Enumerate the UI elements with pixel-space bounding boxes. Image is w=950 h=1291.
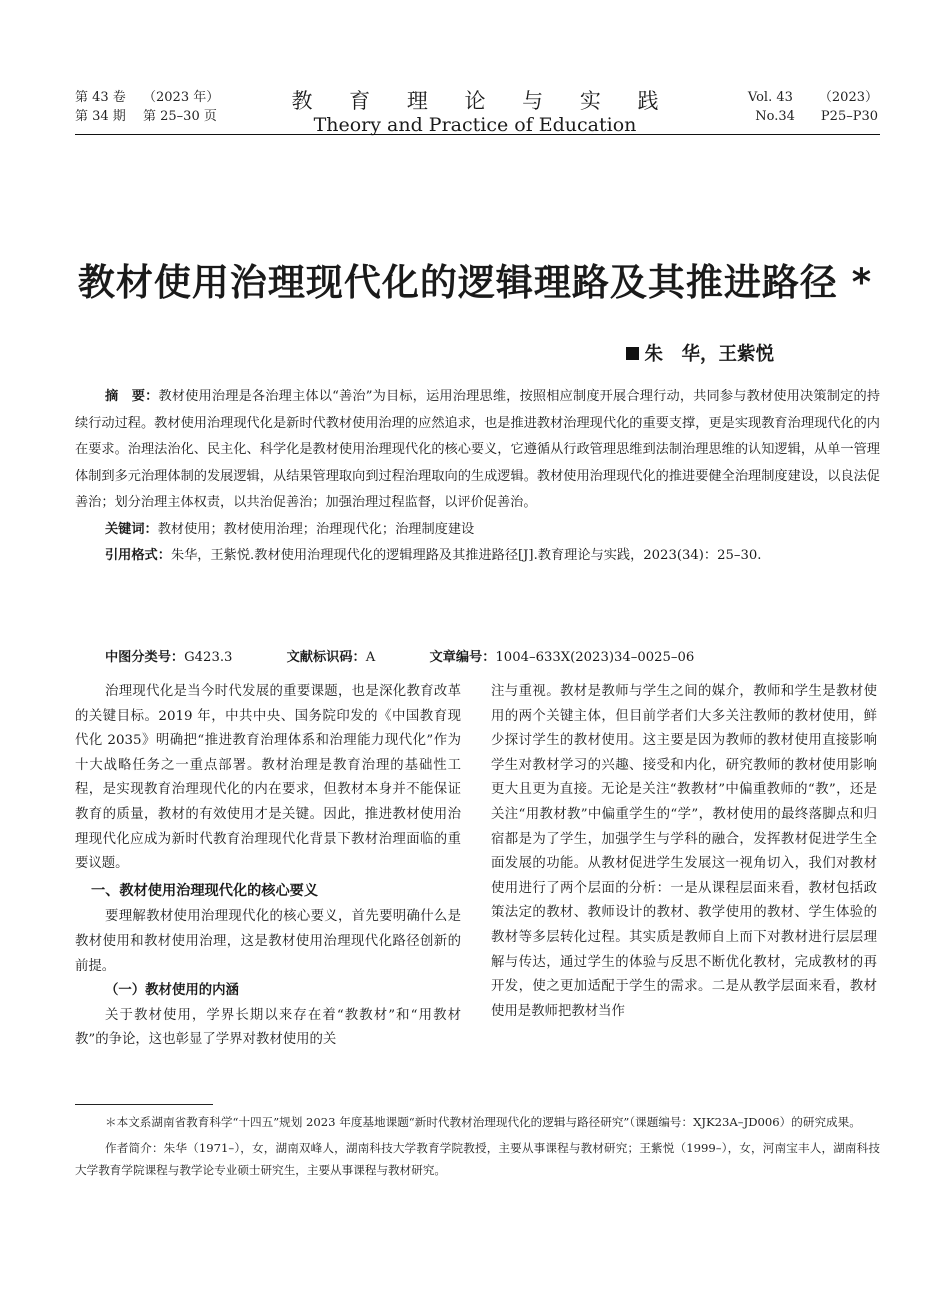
- section-heading: 一、教材使用治理现代化的核心要义: [91, 882, 319, 899]
- citation: [75, 543, 880, 570]
- keywords-label: 关键词：: [105, 521, 158, 537]
- journal-name-en: Theory and Practice of Education: [313, 114, 637, 136]
- abstract-label: 摘 要：: [105, 389, 159, 404]
- pages: 第 25–30 页: [143, 109, 217, 124]
- citation-text: 朱华，王紫悦.教材使用治理现代化的逻辑理路及其推进路径[J].教育理论与实践，2023(34)：25–30.: [170, 548, 762, 563]
- author-bio: 作者简介：朱华（1971–），女，湖南双峰人，湖南科技大学教育学院教授，主要从事课程与教材研究；王紫悦（1999–），女，河南宝丰人，湖南科技大学教育学院课程与教学论专业硕士研究生，主要从事课程与教材研究。: [75, 1141, 880, 1177]
- keywords: [75, 517, 880, 544]
- footnote-divider: [75, 1104, 213, 1105]
- keywords-text: 教材使用；教材使用治理；治理现代化；治理制度建设: [157, 521, 475, 537]
- abstract: [75, 384, 880, 517]
- body-paragraph: 要理解教材使用治理现代化的核心要义，首先要明确什么是教材使用和教材使用治理，这是教材使用治理现代化路径创新的前提。: [75, 909, 461, 974]
- document-code: 文献标识码：A: [286, 650, 376, 665]
- article-number: 文章编号：1004–633X(2023)34–0025–06: [429, 650, 695, 665]
- authors: 朱 华，王紫悦: [644, 344, 774, 365]
- clc-code: 中图分类号：G423.3: [105, 650, 233, 665]
- subsection-heading: （一）教材使用的内涵: [105, 983, 239, 999]
- year-en: （2023）: [818, 90, 878, 105]
- issue-line-en: [748, 107, 878, 126]
- pages-en: P25–P30: [820, 109, 878, 124]
- issue: 第 34 期: [75, 109, 126, 124]
- footnotes: [75, 1111, 880, 1185]
- funding-note: ＊本文系湖南省教育科学“十四五”规划 2023 年度基地课题“新时代教材治理现代化的逻辑与路径研究”（课题编号：XJK23A–JD006）的研究成果。: [105, 1115, 861, 1129]
- article-title: 教材使用治理现代化的逻辑理路及其推进路径 *: [77, 261, 873, 304]
- header-divider: [75, 134, 880, 135]
- volume: 第 43 卷: [75, 90, 126, 105]
- body-paragraph: 关于教材使用，学界长期以来存在着“教教材”和“用教材教”的争论，这也彰显了学界对教材使用的关: [75, 1007, 461, 1048]
- volume-en: Vol. 43: [747, 90, 793, 105]
- citation-label: 引用格式：: [105, 548, 171, 563]
- classification-line: [105, 646, 694, 665]
- year: （2023 年）: [143, 90, 220, 105]
- square-bullet-icon: [626, 347, 639, 360]
- issue-en: No.34: [755, 109, 795, 124]
- journal-name-cn: 教 育 理 论 与 实 践: [291, 89, 674, 113]
- body-paragraph: 治理现代化是当今时代发展的重要课题，也是深化教育改革的关键目标。2019 年，中共中央、国务院印发的《中国教育现代化 2035》明确把“推进教育治理体系和治理能力现代化”作为十大战略任务之一重点部署。教材治理是教育治理的基础性工程，是实现教育治理现代化的内在要求，但教材本身并不能保证教育的质量，教材的有效使用才是关键。因此，推进教材使用治理现代化应成为新时代教育治理现代化背景下教材治理面临的重要议题。: [75, 684, 461, 872]
- body-paragraph: 注与重视。教材是教师与学生之间的媒介，教师和学生是教材使用的两个关键主体，但目前学者们大多关注教师的教材使用，鲜少探讨学生的教材使用。这主要是因为教师的教材使用直接影响学生对教材学习的兴趣、接受和内化，研究教师的教材使用影响更大且更为直接。无论是关注“教教材”中偏重教师的“教”，还是关注“用教材教”中偏重学生的“学”，教材使用的最终落脚点和归宿都是为了学生，加强学生与学科的融合，发挥教材促进学生全面发展的功能。从教材促进学生发展这一视角切入，我们对教材使用进行了两个层面的分析：一是从课程层面来看，教材包括政策法定的教材、教师设计的教材、教学使用的教材、学生体验的教材等多层转化过程。其实质是教师自上而下对教材进行层层理解与传达，通过学生的体验与反思不断优化教材，完成教材的再开发，使之更加适配于学生的需求。二是从教学层面来看，教材使用是教师把教材当作: [491, 684, 877, 1019]
- body-left-column: [75, 680, 461, 1053]
- author-line: [626, 340, 774, 366]
- volume-line-en: [748, 88, 878, 107]
- header-right: [748, 88, 878, 126]
- abstract-text: 教材使用治理是各治理主体以“善治”为目标，运用治理思维，按照相应制度开展合理行动，共同参与教材使用决策制定的持续行动过程。教材使用治理现代化是新时代教材使用治理的应然追求，也是推进教材治理现代化的重要支撑，更是实现教育治理现代化的内在要求。治理法治化、民主化、科学化是教材使用治理现代化的核心要义，它遵循从行政管理思维到法制治理思维的认知逻辑，从单一管理体制到多元治理体制的发展逻辑，从结果管理取向到过程治理取向的生成逻辑。教材使用治理现代化的推进要健全治理制度建设，以良法促善治；划分治理主体权责，以共治促善治；加强治理过程监督，以评价促善治。: [75, 389, 881, 510]
- body-right-column: [491, 680, 877, 1024]
- abstract-block: [75, 384, 880, 570]
